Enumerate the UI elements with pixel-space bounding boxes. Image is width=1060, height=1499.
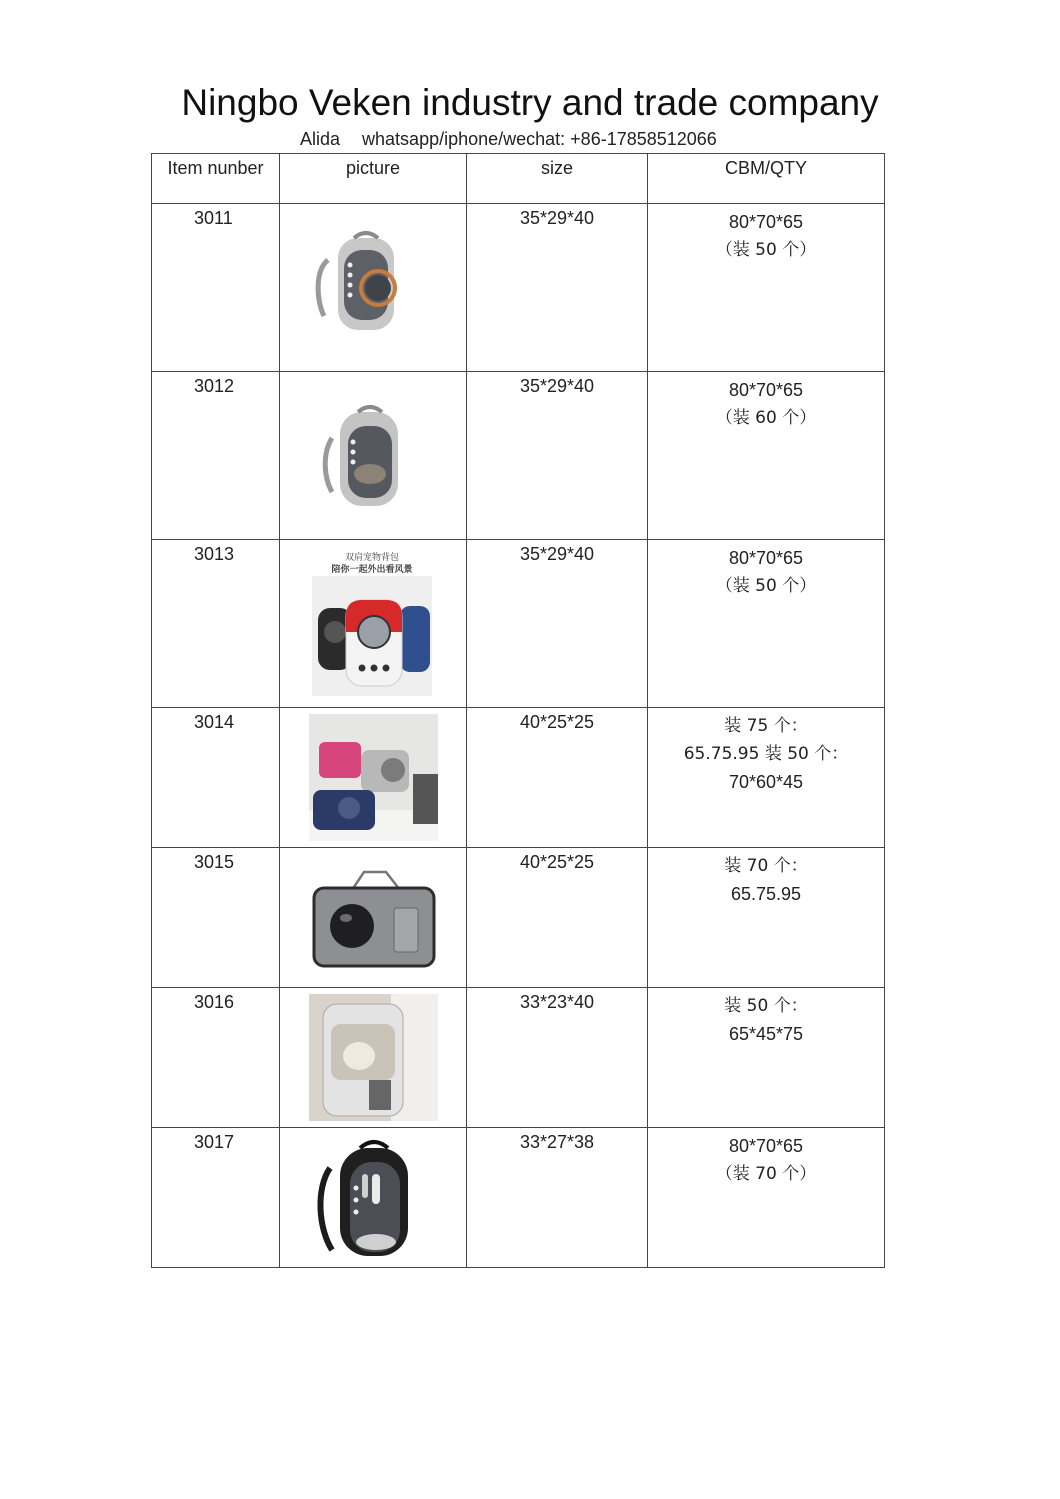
item-number: 3013 bbox=[152, 540, 280, 708]
contact-line bbox=[300, 127, 717, 151]
pet-carrier-image bbox=[309, 714, 438, 841]
column-header-cbm: CBM/QTY bbox=[648, 154, 885, 204]
pet-backpack-image bbox=[310, 1138, 434, 1262]
cbm-qty-cell: 80*70*65 （装 70 个） bbox=[648, 1128, 885, 1268]
size-cell: 33*27*38 bbox=[467, 1128, 648, 1268]
table-row bbox=[152, 1128, 885, 1268]
item-number: 3015 bbox=[152, 848, 280, 988]
product-picture bbox=[280, 1128, 467, 1268]
size-cell: 40*25*25 bbox=[467, 708, 648, 848]
column-header-size: size bbox=[467, 154, 648, 204]
item-number: 3016 bbox=[152, 988, 280, 1128]
pet-backpack-image bbox=[318, 402, 418, 510]
item-number: 3017 bbox=[152, 1128, 280, 1268]
cbm-qty-cell: 80*70*65 （装 50 个） bbox=[648, 204, 885, 372]
cbm-qty-cell: 80*70*65 （装 60 个） bbox=[648, 372, 885, 540]
size-cell: 35*29*40 bbox=[467, 372, 648, 540]
product-picture bbox=[280, 988, 467, 1128]
pet-carrier-image bbox=[312, 868, 436, 972]
size-cell: 35*29*40 bbox=[467, 204, 648, 372]
product-picture bbox=[280, 204, 467, 372]
picture-caption: 双肩宠物背包 陪你一起外出看风景 bbox=[331, 553, 413, 575]
table-row bbox=[152, 988, 885, 1128]
contact-name: Alida bbox=[300, 129, 341, 149]
table-row bbox=[152, 540, 885, 708]
size-cell: 35*29*40 bbox=[467, 540, 648, 708]
contact-info: whatsapp/iphone/wechat: +86-17858512066 bbox=[362, 129, 717, 149]
cbm-qty-cell: 装 70 个： 65.75.95 bbox=[648, 848, 885, 988]
item-number: 3014 bbox=[152, 708, 280, 848]
size-cell: 40*25*25 bbox=[467, 848, 648, 988]
page-title: Ningbo Veken industry and trade company bbox=[181, 82, 879, 123]
pet-backpack-image bbox=[310, 230, 420, 338]
item-number: 3011 bbox=[152, 204, 280, 372]
product-picture bbox=[280, 708, 467, 848]
cbm-qty-cell: 装 75 个： 65.75.95 装 50 个： 70*60*45 bbox=[648, 708, 885, 848]
table-header-row bbox=[152, 154, 885, 204]
item-number: 3012 bbox=[152, 372, 280, 540]
product-table bbox=[151, 153, 885, 1268]
product-picture bbox=[280, 372, 467, 540]
table-row bbox=[152, 372, 885, 540]
table-row bbox=[152, 848, 885, 988]
column-header-item: Item nunber bbox=[152, 154, 280, 204]
product-picture bbox=[280, 848, 467, 988]
cbm-qty-cell: 装 50 个： 65*45*75 bbox=[648, 988, 885, 1128]
product-picture bbox=[280, 540, 467, 708]
pet-backpack-image bbox=[312, 576, 432, 696]
pet-backpack-image bbox=[309, 994, 438, 1121]
table-row bbox=[152, 204, 885, 372]
column-header-picture: picture bbox=[280, 154, 467, 204]
table-row bbox=[152, 708, 885, 848]
cbm-qty-cell: 80*70*65 （装 50 个） bbox=[648, 540, 885, 708]
size-cell: 33*23*40 bbox=[467, 988, 648, 1128]
